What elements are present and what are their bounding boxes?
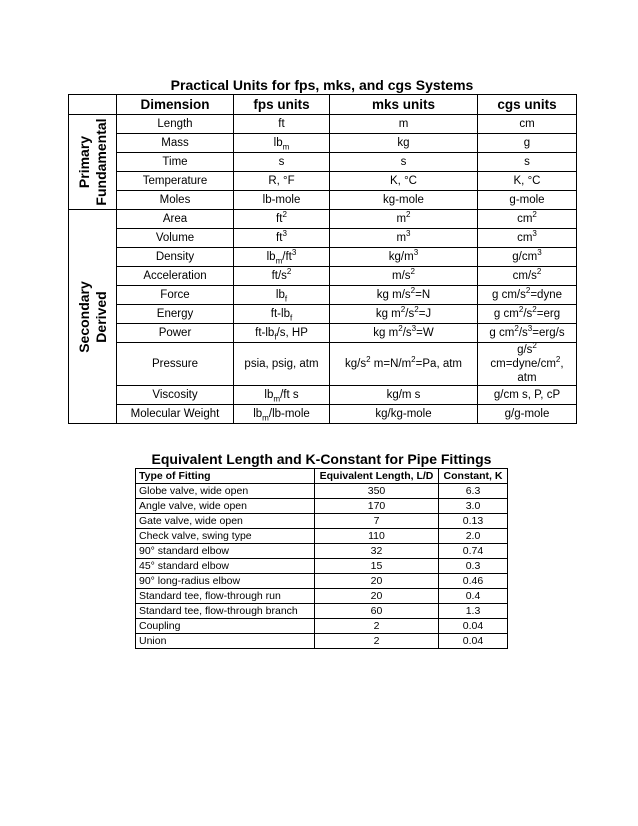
fitting-type: Gate valve, wide open	[136, 514, 315, 529]
units-row-mass	[69, 134, 577, 153]
header-blank	[69, 95, 117, 115]
units-row-volume	[69, 229, 577, 248]
cell-fps: $lb_f$	[234, 286, 330, 305]
fitting-equivalent-length: 15	[315, 559, 439, 574]
cell-dimension: Length	[117, 115, 234, 134]
group-label-cell	[69, 210, 117, 424]
fitting-type: 45° standard elbow	[136, 559, 315, 574]
fitting-row	[136, 634, 508, 649]
fitting-equivalent-length: 7	[315, 514, 439, 529]
cell-fps: $lb_m/lb$-mole	[234, 405, 330, 424]
cell-mks: $kg/m^3$	[330, 248, 478, 267]
cell-dimension: Area	[117, 210, 234, 229]
cell-mks: K, °C	[330, 172, 478, 191]
units-row-power	[69, 324, 577, 343]
units-row-force	[69, 286, 577, 305]
fitting-equivalent-length: 2	[315, 619, 439, 634]
units-row-acceleration	[69, 267, 577, 286]
fitting-constant-k: 0.74	[439, 544, 508, 559]
group-label	[76, 118, 110, 205]
fitting-row	[136, 544, 508, 559]
cell-dimension: Temperature	[117, 172, 234, 191]
fitting-type: Standard tee, flow-through branch	[136, 604, 315, 619]
cell-cgs: g $cm^2/s^3=erg/s$	[478, 324, 577, 343]
fitting-equivalent-length: 110	[315, 529, 439, 544]
fitting-row	[136, 499, 508, 514]
group-label-line: Primary	[75, 135, 92, 189]
fittings-table	[135, 468, 508, 649]
units-row-time	[69, 153, 577, 172]
group-label-line: Secondary	[75, 280, 92, 353]
group-label-line: Fundamental	[92, 118, 109, 206]
cell-fps: $ft/s^2$	[234, 267, 330, 286]
fitting-type: Union	[136, 634, 315, 649]
cell-cgs: $g/cm^3$	[478, 248, 577, 267]
header-dimension: Dimension	[117, 95, 234, 115]
group-label-cell	[69, 115, 117, 210]
fitting-type: Angle valve, wide open	[136, 499, 315, 514]
fitting-row	[136, 514, 508, 529]
fitting-equivalent-length: 60	[315, 604, 439, 619]
cell-cgs: K, °C	[478, 172, 577, 191]
fitting-row	[136, 559, 508, 574]
header-fps: fps units	[234, 95, 330, 115]
cell-dimension: Density	[117, 248, 234, 267]
fitting-equivalent-length: 2	[315, 634, 439, 649]
fitting-row	[136, 619, 508, 634]
cell-fps: ft	[234, 115, 330, 134]
cell-dimension: Time	[117, 153, 234, 172]
cell-mks: kg $m^2/s^3=W$	[330, 324, 478, 343]
cell-cgs: $cm/s^2$	[478, 267, 577, 286]
cell-fps: lb-mole	[234, 191, 330, 210]
cell-fps: $ft-lb_f$	[234, 305, 330, 324]
fitting-constant-k: 6.3	[439, 484, 508, 499]
cell-dimension: Force	[117, 286, 234, 305]
header-equivalent-length: Equivalent Length, L/D	[315, 469, 439, 484]
cell-dimension: Viscosity	[117, 386, 234, 405]
fitting-constant-k: 0.3	[439, 559, 508, 574]
cell-fps: $ft-lb_f/s$, HP	[234, 324, 330, 343]
units-row-temperature	[69, 172, 577, 191]
cell-mks: kg/kg-mole	[330, 405, 478, 424]
fitting-type: Check valve, swing type	[136, 529, 315, 544]
cell-mks: $m^3$	[330, 229, 478, 248]
cell-mks: $m/s^2$	[330, 267, 478, 286]
cell-dimension: Power	[117, 324, 234, 343]
cell-mks: kg $m^2/s^2=J$	[330, 305, 478, 324]
fitting-row	[136, 604, 508, 619]
fitting-constant-k: 1.3	[439, 604, 508, 619]
fitting-equivalent-length: 32	[315, 544, 439, 559]
cell-fps: $lb_m$	[234, 134, 330, 153]
units-table-title: Practical Units for fps, mks, and cgs Systems	[170, 77, 474, 93]
cell-fps: $ft^2$	[234, 210, 330, 229]
cell-fps: s	[234, 153, 330, 172]
cell-cgs: g-mole	[478, 191, 577, 210]
units-header-row	[69, 95, 577, 115]
fitting-constant-k: 0.4	[439, 589, 508, 604]
units-row-density	[69, 248, 577, 267]
fitting-type: 90° long-radius elbow	[136, 574, 315, 589]
header-type-of-fitting: Type of Fitting	[136, 469, 315, 484]
cell-dimension: Moles	[117, 191, 234, 210]
fittings-table-title: Equivalent Length and K-Constant for Pipe Fittings	[151, 451, 492, 467]
fitting-row	[136, 484, 508, 499]
cell-fps: $lb_m/ft^3$	[234, 248, 330, 267]
header-mks: mks units	[330, 95, 478, 115]
cell-fps: $ft^3$	[234, 229, 330, 248]
cell-mks: $m^2$	[330, 210, 478, 229]
fitting-type: 90° standard elbow	[136, 544, 315, 559]
cell-cgs: s	[478, 153, 577, 172]
fitting-row	[136, 574, 508, 589]
group-label	[76, 281, 110, 353]
units-row-area	[69, 210, 577, 229]
fitting-equivalent-length: 20	[315, 589, 439, 604]
cell-dimension: Acceleration	[117, 267, 234, 286]
cell-cgs: cm	[478, 115, 577, 134]
cell-mks: kg $m/s^2=N$	[330, 286, 478, 305]
units-row-energy	[69, 305, 577, 324]
cell-cgs: g/cm s, P, cP	[478, 386, 577, 405]
fitting-equivalent-length: 170	[315, 499, 439, 514]
fitting-type: Standard tee, flow-through run	[136, 589, 315, 604]
cell-dimension: Mass	[117, 134, 234, 153]
cell-fps: $lb_m/ft$ s	[234, 386, 330, 405]
cell-cgs: g	[478, 134, 577, 153]
cell-mks: m	[330, 115, 478, 134]
units-row-molecular-weight	[69, 405, 577, 424]
fitting-row	[136, 529, 508, 544]
fitting-row	[136, 589, 508, 604]
cell-cgs: g/g-mole	[478, 405, 577, 424]
fitting-constant-k: 0.46	[439, 574, 508, 589]
fitting-equivalent-length: 350	[315, 484, 439, 499]
fitting-type: Coupling	[136, 619, 315, 634]
fitting-constant-k: 0.04	[439, 619, 508, 634]
cell-dimension: Pressure	[117, 343, 234, 386]
cell-mks: kg	[330, 134, 478, 153]
fitting-constant-k: 2.0	[439, 529, 508, 544]
units-table	[68, 94, 577, 424]
header-constant-k: Constant, K	[439, 469, 508, 484]
fitting-type: Globe valve, wide open	[136, 484, 315, 499]
fitting-constant-k: 0.04	[439, 634, 508, 649]
cell-cgs: $cm^2$	[478, 210, 577, 229]
header-cgs: cgs units	[478, 95, 577, 115]
cell-cgs: g $cm^2/s^2=erg$	[478, 305, 577, 324]
cell-mks: kg/m s	[330, 386, 478, 405]
cell-mks: s	[330, 153, 478, 172]
cell-dimension: Energy	[117, 305, 234, 324]
cell-cgs: g $cm/s^2=dyne$	[478, 286, 577, 305]
fitting-equivalent-length: 20	[315, 574, 439, 589]
cell-fps: R, °F	[234, 172, 330, 191]
group-label-line: Derived	[92, 290, 109, 343]
fitting-constant-k: 3.0	[439, 499, 508, 514]
cell-fps: psia, psig, atm	[234, 343, 330, 386]
units-row-moles	[69, 191, 577, 210]
cell-cgs: $g/s^2$ $cm=dyne/cm^2$, atm	[478, 343, 577, 386]
cell-cgs: $cm^3$	[478, 229, 577, 248]
cell-dimension: Molecular Weight	[117, 405, 234, 424]
fitting-constant-k: 0.13	[439, 514, 508, 529]
cell-dimension: Volume	[117, 229, 234, 248]
cell-mks: kg-mole	[330, 191, 478, 210]
units-row-length	[69, 115, 577, 134]
fittings-header-row	[136, 469, 508, 484]
units-row-viscosity	[69, 386, 577, 405]
cell-mks: $kg/s^2$ $m=N/m^2=Pa$, atm	[330, 343, 478, 386]
units-row-pressure	[69, 343, 577, 386]
